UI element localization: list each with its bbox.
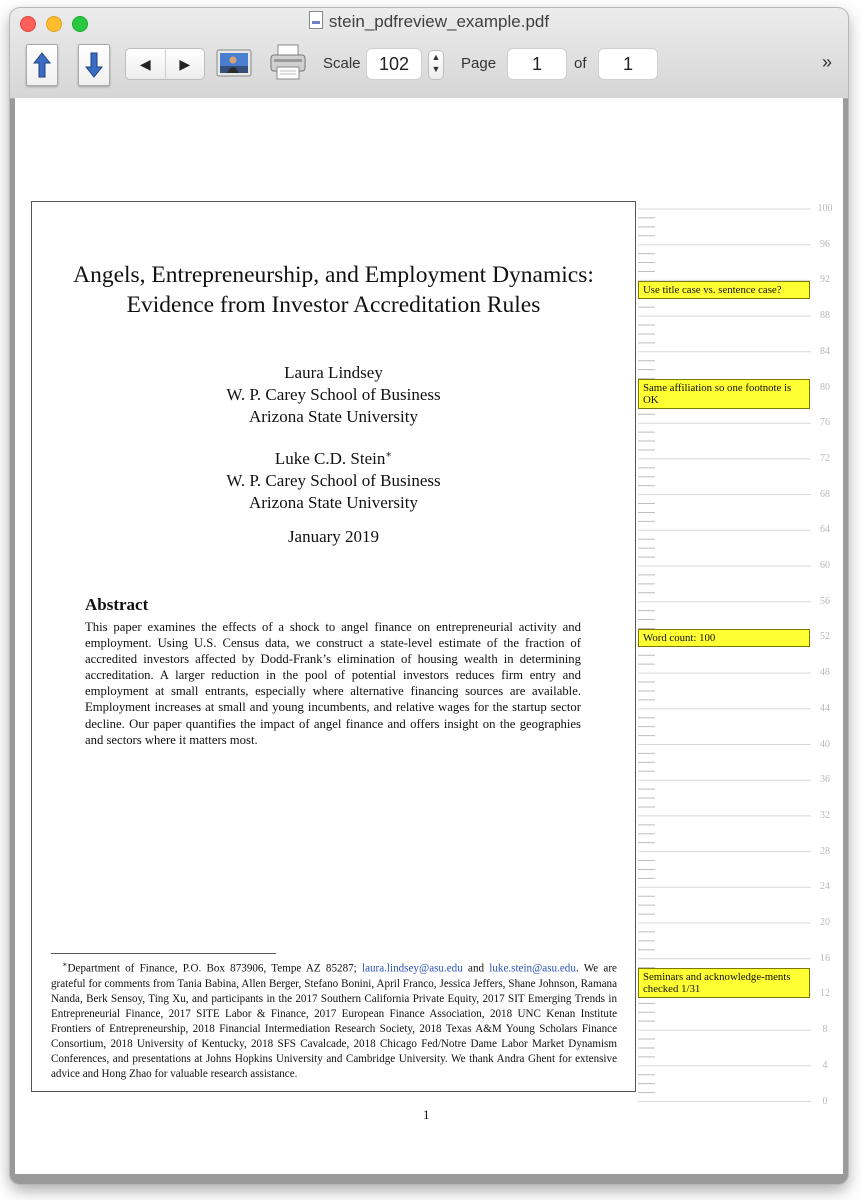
margin-line-number: 96 (820, 238, 830, 250)
window-title-text: stein_pdfreview_example.pdf (328, 12, 550, 31)
author2-footnote-mark: ∗ (385, 449, 393, 461)
paper-date: January 2019 (287, 527, 380, 546)
margin-line-number: 0 (822, 1095, 828, 1107)
footnote-text-after: . We are grateful for comments from Tania Babina, Allen Berger, Stefano Bonini, April Franco, Jessica Jeffers, Shane Johnson, Ramana Nanda, Berk Sensoy, Ting Xu, and participants in the 2017 Southern California Private Equity, 2017 SIT Emerging Trends in Entrepreneurial Finance, 2017 SITE Labor & Finance, 2017 European Finance Association, 2018 UNC Kenan Institute Frontiers of Entrepreneurship, 2018 Financial Intermediation Research Society, 2018 Texas A&M Young Scholars Finance Consortium, 2018 University of Kentucky, 2018 SFS Cavalcade, 2018 Chicago Fed/Notre Dame Labor Market Dynamism Conferences, and presentations at Johns Hopkins University and Cambridge University. We thank Andra Ghent for extensive advice and Hong Zhao for valuable research assistance. (51, 962, 617, 1080)
toolbar-overflow-chevron-icon[interactable]: » (822, 52, 833, 72)
margin-line-number: 64 (820, 524, 830, 536)
page-up-button[interactable] (26, 44, 58, 86)
margin-line-number: 20 (820, 917, 830, 928)
margin-line-number: 8 (822, 1024, 828, 1036)
arrow-up-icon (33, 52, 51, 78)
author2-line (31, 449, 636, 469)
page-number: 1 (423, 1107, 430, 1122)
pdf-file-icon (309, 11, 323, 29)
margin-line-number: 80 (820, 381, 830, 393)
margin-line-number: 92 (820, 274, 830, 286)
margin-line-number: 36 (820, 774, 830, 786)
margin-line-number: 72 (820, 452, 830, 464)
annotation-word-count[interactable]: Word count: 100 (638, 629, 810, 647)
author1-school: W. P. Carey School of Business (226, 385, 441, 404)
annotation-seminars[interactable]: Seminars and acknowledge-ments checked 1/31 (638, 968, 810, 998)
margin-line-number: 56 (820, 595, 830, 607)
of-label: of (574, 55, 587, 72)
margin-line-number: 28 (820, 845, 830, 857)
footnote-rule (51, 953, 276, 954)
arrow-down-icon (85, 52, 103, 78)
app-window (10, 8, 848, 1184)
margin-line-number: 84 (820, 345, 830, 357)
photo-icon[interactable] (216, 48, 252, 78)
next-page-button[interactable]: ▶ (165, 49, 205, 79)
email-link-lindsey[interactable]: laura.lindsey@asu.edu (361, 962, 463, 975)
printer-icon[interactable] (268, 43, 308, 81)
page-total: 1 (598, 48, 658, 80)
margin-line-number: 12 (820, 988, 830, 1000)
footnote-and: and (462, 962, 490, 975)
footnote-text-before: Department of Finance, P.O. Box 873906, Tempe AZ 85287; (67, 962, 362, 975)
scale-stepper[interactable]: ▲ ▼ (428, 50, 444, 80)
window-title (10, 11, 848, 32)
author1-university: Arizona State University (248, 407, 418, 426)
margin-line-number: 100 (817, 203, 833, 214)
page-navigation-group (125, 48, 205, 80)
author1-name: Laura Lindsey (284, 363, 383, 382)
abstract-heading: Abstract (85, 595, 149, 614)
margin-line-number: 48 (820, 667, 830, 679)
author2-school: W. P. Carey School of Business (226, 471, 441, 490)
footnote-mark: ∗ (62, 960, 68, 969)
annotation-title-case[interactable]: Use title case vs. sentence case? (638, 281, 810, 299)
author2-name: Luke C.D. Stein (274, 449, 386, 468)
margin-line-number: 60 (820, 560, 830, 571)
title-bar (10, 8, 848, 99)
margin-line-number: 68 (820, 488, 830, 500)
paper-title-line2: Evidence from Investor Accreditation Rules (126, 292, 541, 318)
email-link-stein[interactable]: luke.stein@asu.edu (489, 962, 576, 975)
margin-line-number: 40 (820, 738, 830, 750)
margin-line-number: 32 (820, 809, 830, 821)
page-input[interactable]: 1 (507, 48, 567, 80)
pdf-viewer[interactable] (15, 98, 843, 1174)
scale-input[interactable]: 102 (366, 48, 422, 80)
paper-title-line1: Angels, Entrepreneurship, and Employment Dynamics: (73, 262, 594, 288)
page-label: Page (461, 55, 497, 72)
author2-university: Arizona State University (248, 493, 418, 512)
margin-line-number: 24 (820, 881, 830, 893)
margin-line-number: 44 (820, 702, 830, 714)
scale-label: Scale (323, 55, 361, 72)
abstract-text: This paper examines the effects of a shock to angel finance on entrepreneurial activity and employment. Using U.S. Census data, we construct a state-level estimate of the fraction of accredited investors affected by Dodd-Frank’s elimination of housing wealth in determining accreditation. A larger reduction in the pool of potential investors reduces firm entry and employment at small entrants, especially where alternative financing sources are available. Employment increases at small and young incumbents, and relative wages for the startup sector decline. Our paper quantifies the impact of angel finance and offers insight on the geographies and sectors where it matters most. (85, 620, 581, 747)
page-down-button[interactable] (78, 44, 110, 86)
previous-page-button[interactable]: ◀ (139, 55, 151, 72)
footnote (51, 957, 617, 1082)
margin-line-number: 16 (820, 952, 830, 964)
margin-line-number: 52 (820, 631, 830, 643)
margin-line-number: 4 (822, 1059, 828, 1071)
margin-line-number: 88 (820, 310, 830, 322)
margin-line-number: 76 (820, 417, 830, 429)
annotation-affiliation[interactable]: Same affiliation so one footnote is OK (638, 379, 810, 409)
